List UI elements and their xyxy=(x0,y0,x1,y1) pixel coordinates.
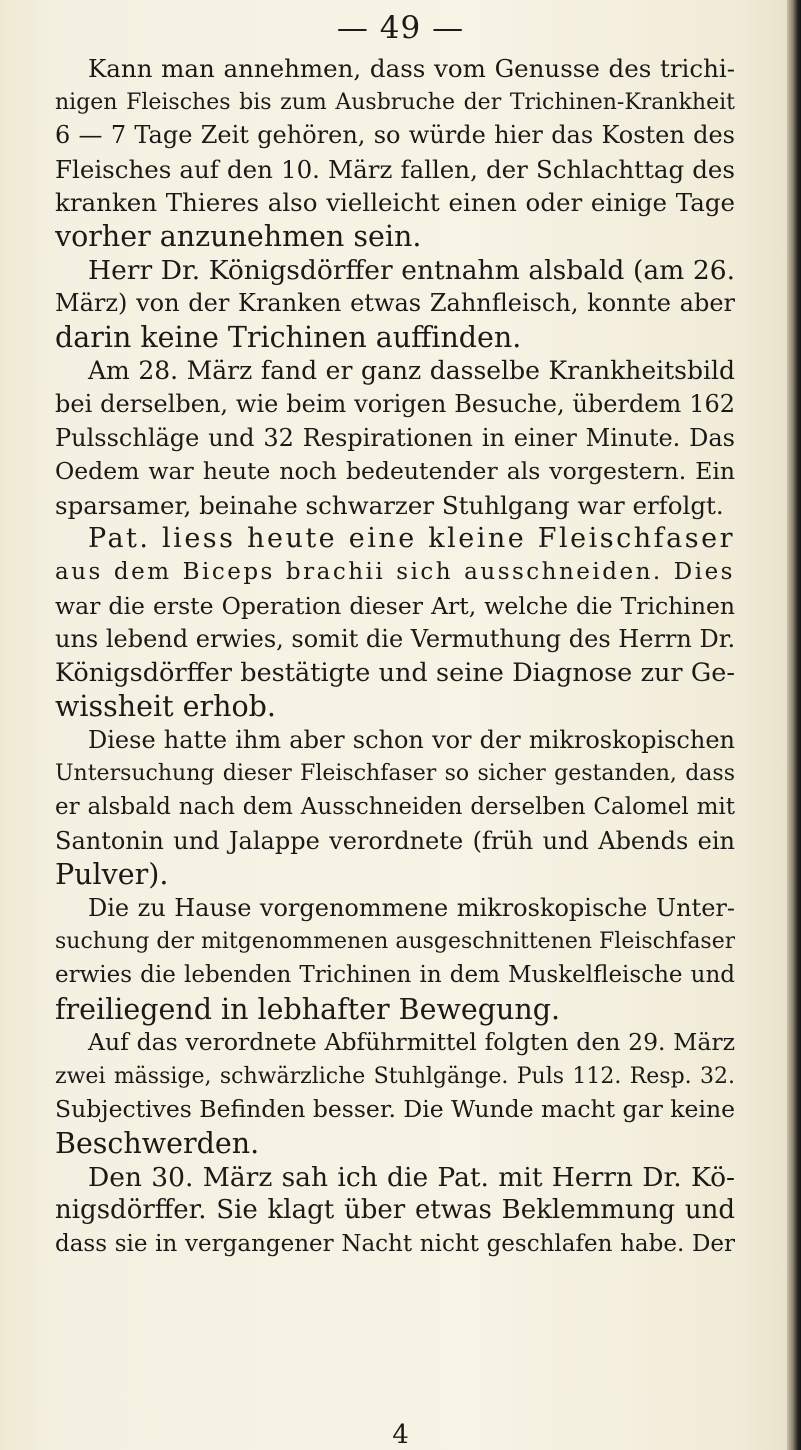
text-line: nigsdörffer. Sie klagt über etwas Beklemmung und xyxy=(55,1195,735,1226)
text-line: freiliegend in lebhafter Bewegung. xyxy=(55,992,560,1026)
text-line: zwei mässige, schwärzliche Stuhlgänge. Puls 112. Resp. 32. xyxy=(55,1063,735,1089)
text-line: nigen Fleisches bis zum Ausbruche der Trichinen-Krankheit xyxy=(55,89,735,115)
text-line: suchung der mitgenommenen ausgeschnittenen Fleischfaser xyxy=(55,929,735,955)
printer-signature-mark: 4 xyxy=(392,1420,409,1450)
text-line: Herr Dr. Königsdörffer entnahm alsbald (am 26. xyxy=(88,254,735,286)
text-line: Diese hatte ihm aber schon vor der mikroskopischen xyxy=(88,725,735,754)
text-line: wissheit erhob. xyxy=(55,690,276,724)
text-line: uns lebend erwies, somit die Vermuthung des Herrn Dr. xyxy=(55,625,735,654)
text-line: Pulver). xyxy=(55,858,169,892)
text-line: Die zu Hause vorgenommene mikroskopische Unter- xyxy=(88,893,735,922)
text-line: war die erste Operation dieser Art, welche die Trichinen xyxy=(55,591,735,620)
body-text xyxy=(55,52,735,1261)
text-line: Kann man annehmen, dass vom Genusse des trichi- xyxy=(88,54,735,83)
text-line: Oedem war heute noch bedeutender als vorgestern. Ein xyxy=(55,457,735,486)
text-line: 6 — 7 Tage Zeit gehören, so würde hier das Kosten des xyxy=(55,121,735,150)
book-binding-edge xyxy=(787,0,801,1450)
text-line: Pulsschläge und 32 Respirationen in einer Minute. Das xyxy=(55,423,735,452)
text-line: Subjectives Befinden besser. Die Wunde macht gar keine xyxy=(55,1095,735,1124)
text-line: kranken Thieres also vielleicht einen oder einige Tage xyxy=(55,188,735,218)
text-line: Fleisches auf den 10. März fallen, der Schlachttag des xyxy=(55,154,735,184)
text-line: Santonin und Jalappe verordnete (früh und Abends ein xyxy=(55,826,735,855)
text-line: sparsamer, beinahe schwarzer Stuhlgang war erfolgt. xyxy=(55,490,724,520)
text-line: vorher anzunehmen sein. xyxy=(55,219,422,253)
text-line: Beschwerden. xyxy=(55,1127,260,1160)
text-line: Den 30. März sah ich die Pat. mit Herrn Dr. Kö- xyxy=(88,1161,735,1193)
text-line: dass sie in vergangener Nacht nicht geschlafen habe. Der xyxy=(55,1230,735,1257)
text-line: erwies die lebenden Trichinen in dem Muskelfleische und xyxy=(55,962,735,989)
text-line: Am 28. März fand er ganz dasselbe Krankheitsbild xyxy=(88,356,735,386)
page-number-header: — 49 — xyxy=(336,10,465,46)
text-line: bei derselben, wie beim vorigen Besuche, überdem 162 xyxy=(55,389,735,418)
text-line: März) von der Kranken etwas Zahnfleisch, konnte aber xyxy=(55,289,735,318)
text-line: aus dem Biceps brachii sich ausschneiden. Dies xyxy=(55,558,735,585)
text-line: Auf das verordnete Abführmittel folgten den 29. März xyxy=(88,1028,735,1057)
text-line: Untersuchung dieser Fleischfaser so sicher gestanden, dass xyxy=(55,761,735,787)
text-line: Königsdörffer bestätigte und seine Diagnose zur Ge- xyxy=(55,657,735,688)
text-line: Pat. liess heute eine kleine Fleischfaser xyxy=(88,523,735,555)
text-line: darin keine Trichinen auffinden. xyxy=(55,320,522,354)
text-line: er alsbald nach dem Ausschneiden derselben Calomel mit xyxy=(55,794,735,821)
